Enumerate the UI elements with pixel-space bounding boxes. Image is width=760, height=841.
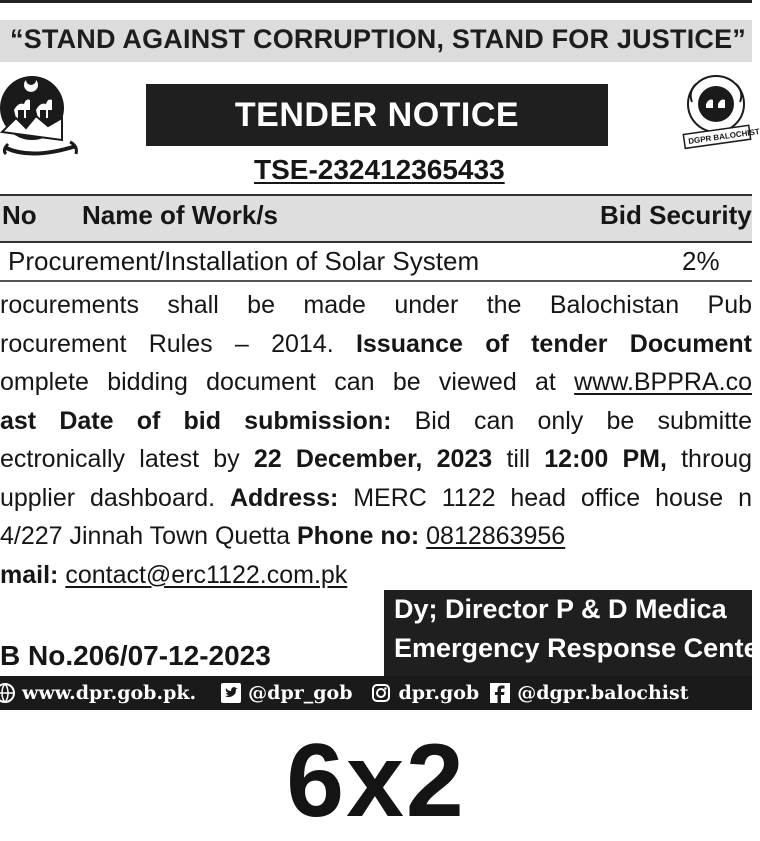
phone-number[interactable]: 0812863956: [426, 522, 566, 550]
twitter-icon: [220, 682, 242, 704]
facebook-icon: [489, 682, 511, 704]
footer-facebook[interactable]: @dgpr.balochist: [517, 682, 689, 704]
body-line-4: ast Date of bid submission: Bid can only be submitte: [0, 406, 752, 435]
ib-number: B No.206/07-12-2023: [0, 640, 271, 671]
body-line-8: mail: contact@erc1122.com.pk: [0, 560, 348, 589]
notice-title: TENDER NOTICE: [234, 95, 520, 134]
slogan: “STAND AGAINST CORRUPTION, STAND FOR JUSTICE”: [10, 24, 747, 54]
signatory-box: [384, 590, 759, 676]
globe-icon: [0, 682, 16, 704]
signatory-line-2: Emergency Response Cente: [394, 633, 759, 663]
body-line-6: upplier dashboard. Address: MERC 1122 head office house n: [0, 483, 752, 512]
dgpr-balochistan-logo: [680, 72, 760, 161]
tender-reference: TSE-232412365433: [254, 154, 505, 185]
email-link[interactable]: contact@erc1122.com.pk: [65, 560, 348, 589]
body-line-7: 4/227 Jinnah Town Quetta Phone no: 0812863956: [0, 522, 566, 550]
title-box: [146, 84, 608, 146]
dgpr-logo-text: DGPR BALOCHIST: [687, 127, 760, 146]
body-line-2: rocurement Rules – 2014. Issuance of tender Document: [0, 329, 753, 358]
signatory-line-1: Dy; Director P & D Medica: [394, 594, 727, 624]
bppra-link[interactable]: www.BPPRA.co: [574, 368, 752, 396]
ad-size-label: 6x2: [286, 723, 466, 839]
body-line-3: omplete bidding document can be viewed at www.BPPRA.co: [0, 368, 752, 396]
table-cell-work: Procurement/Installation of Solar System: [8, 246, 480, 276]
notice-body: [0, 286, 752, 594]
top-border: [0, 0, 752, 3]
body-line-5: ectronically latest by 22 December, 2023 till 12:00 PM, throug: [0, 445, 752, 473]
table-row-divider: [0, 280, 752, 282]
table-cell-bid-security: 2%: [682, 246, 720, 276]
instagram-icon: [370, 682, 392, 704]
footer-website[interactable]: www.dpr.gob.pk.: [22, 682, 197, 704]
column-header-no: No: [2, 200, 37, 230]
column-header-work: Name of Work/s: [82, 200, 279, 230]
footer-twitter[interactable]: @dpr_gob: [248, 682, 353, 704]
footer-bar: [0, 676, 752, 710]
footer-instagram[interactable]: dpr.gob: [398, 682, 480, 704]
body-line-1: rocurements shall be made under the Balochistan Pub: [0, 291, 752, 319]
balochistan-emblem-logo: [0, 70, 82, 165]
column-header-bid-security: Bid Security: [600, 200, 752, 230]
